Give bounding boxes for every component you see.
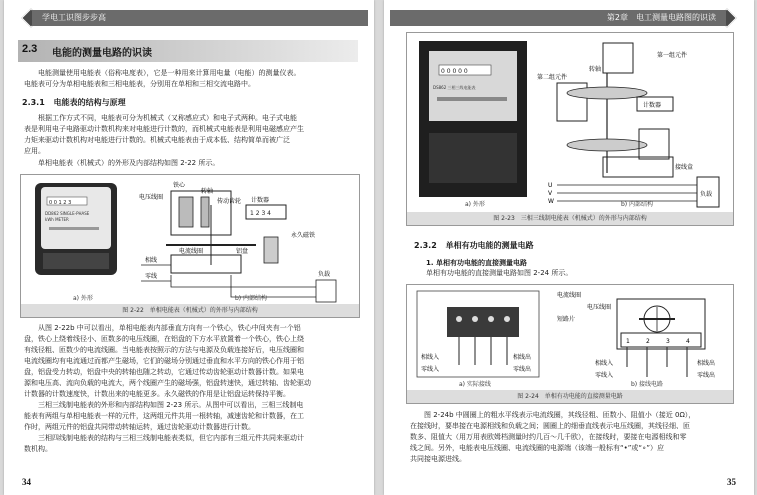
label-counter: 计数器 <box>643 102 662 109</box>
label-neutral-out-b: 零线出 <box>697 372 716 379</box>
body-paragraph-2 <box>410 410 740 465</box>
label-spindle: 转轴 <box>201 188 214 195</box>
body-line: 根据工作方式不同，电能表可分为机械式（又称感应式）和电子式两种。电子式电能 <box>38 114 297 122</box>
body-line: 三相三线制电能表的外形和内部结构如图 2-23 所示。从图中可以看出，三相三线制电 <box>24 401 304 409</box>
label-phase-in-b: 相线入 <box>595 360 614 367</box>
body-line: 电流线圈均有电流通过而都产生磁场，它们的磁场分别通过垂直和水平方向的铁心作用于铝 <box>24 357 304 365</box>
body-line: 应用。 <box>24 147 45 155</box>
body-line: 线之间。另外，电能表电压线圈、电流线圈的电源端（该端一般标有“•”或“∘”）应 <box>410 444 665 452</box>
svg-text:0 0 0 0 0: 0 0 0 0 0 <box>441 68 468 75</box>
body-line: 数多、阻值大（用万用表欧姆档测量时约几百～几千欧），在接线时，要接在电源相线和零 <box>410 433 687 441</box>
label-neutral: 零线 <box>145 273 158 280</box>
body-line: 共同接电源进线。 <box>410 455 466 463</box>
label-short-strip: 短路片 <box>557 316 576 323</box>
body-line: 计数器的计数速度快，计数出来的电能更多。永久磁铁的作用是让铝盘运转保持平衡。 <box>24 390 290 398</box>
body-line: 有线径粗、匝数少的电流线圈。当电能表按照示的方法与电源及负载连接好后，电压线圈和 <box>24 346 304 354</box>
svg-text:3: 3 <box>666 338 670 345</box>
subsection-heading <box>22 97 126 108</box>
label-gear: 传动齿轮 <box>217 198 242 205</box>
label-element2: 第二组元件 <box>537 74 568 81</box>
page-number: 34 <box>22 477 31 487</box>
section-heading <box>18 40 358 62</box>
figure-2-23-caption: 图 2-23 三相三线制电能表（机械式）的外形与内部结构 <box>407 212 733 225</box>
label-v: V <box>548 190 553 197</box>
svg-text:2: 2 <box>646 338 650 345</box>
meter3-photo-text: DS862 三相三线电能表 <box>433 85 476 90</box>
figure-2-23-sub-b: b) 内部结构 <box>621 201 654 208</box>
label-phase-in: 相线入 <box>421 354 440 361</box>
figure-2-24-sub-b: b) 接线电路 <box>631 381 664 388</box>
label-current-coil: 电流线圈 <box>179 248 204 255</box>
label-terminal: 接线盒 <box>675 164 694 171</box>
label-voltage-coil: 电压线圈 <box>139 194 164 201</box>
body-line: 盘，铝盘受力转动，铝盘中央的转轴也随之转动，它通过传动齿轮驱动计数器计数。如果电 <box>24 368 304 376</box>
figure-2-24 <box>406 284 734 404</box>
label-u: U <box>548 182 553 189</box>
figure-2-23-illustration <box>407 33 733 225</box>
label-phase-out-b: 相线出 <box>697 360 716 367</box>
body-paragraph-1: 单相有功电能的直接测量电路如图 2-24 所示。 <box>426 269 573 277</box>
label-neutral-in-b: 零线入 <box>595 372 614 379</box>
label-disc: 铝盘 <box>236 248 249 255</box>
label-w: W <box>548 198 554 205</box>
label-iron-core: 铁心 <box>173 182 186 189</box>
figure-2-22-sub-b: b) 内部结构 <box>235 295 268 302</box>
body-line: 在接线时，要串接在电源相线和负载之间；圆圈上的细垂直线表示电压线圈，其线径细、匝 <box>410 422 690 430</box>
figure-2-24-sub-a: a) 实际接线 <box>459 381 491 388</box>
body-line: 三相四线制电能表的结构与三相三线制电能表类似，但它内部有三组元件共同来驱动计 <box>24 434 304 442</box>
label-spindle: 转轴 <box>589 66 602 73</box>
section-title: 电能的测量电路的识读 <box>52 48 152 59</box>
label-current-coil: 电流线圈 <box>557 292 582 299</box>
body-line: 盘，铁心上绕着线径小、匝数多的电压线圈，在铝盘的下方水平放置着一个铁心，铁心上绕 <box>24 335 304 343</box>
figure-2-23 <box>406 32 734 226</box>
label-magnet: 永久磁铁 <box>291 232 316 239</box>
svg-text:kWh METER: kWh METER <box>45 217 69 222</box>
body-line: 作时，两组元件的铝盘共同带动转轴运转，通过齿轮驱动计数器进行计数。 <box>24 423 255 431</box>
body-paragraph-3 <box>24 323 364 455</box>
subsection-heading <box>414 240 534 251</box>
subsubsection-heading: 1. 单相有功电能的直接测量电路 <box>426 259 527 267</box>
meter-terminal-cover <box>43 253 109 269</box>
label-voltage-coil: 电压线圈 <box>587 304 612 311</box>
body-line: 力矩来驱动计数机构对电能进行计数的。机械式电能表由于成本低、结构简单而被广泛 <box>24 136 290 144</box>
meter-disc <box>49 227 99 230</box>
label-neutral-in: 零线入 <box>421 366 440 373</box>
intro-line: 电能测量使用电能表（俗称电度表），它是一种用来计算用电量（电能）的测量仪表。 <box>38 69 301 77</box>
svg-text:4: 4 <box>686 338 690 345</box>
body-line: 数机构。 <box>24 445 52 453</box>
section-number: 2.3 <box>22 43 38 55</box>
right-page <box>384 0 754 495</box>
subsection-title: 单相有功电能的测量电路 <box>445 241 534 250</box>
label-neutral-out: 零线出 <box>513 366 532 373</box>
running-header: 第2章 电工测量电路图的识读 <box>390 10 726 26</box>
label-phase: 相线 <box>145 257 158 264</box>
svg-text:0 0 1 2 3: 0 0 1 2 3 <box>49 200 72 206</box>
figure-2-22 <box>20 174 360 318</box>
intro-paragraph <box>24 68 364 90</box>
figure-2-23-sub-a: a) 外形 <box>465 201 485 208</box>
body-line: 表是利用电子电路驱动计数机构来对电能进行计数的，而机械式电能表是利用电磁感应产生 <box>24 125 304 133</box>
label-load: 负载 <box>700 191 713 198</box>
figure-2-22-sub-a: a) 外形 <box>73 295 93 302</box>
svg-text:1 2 3 4: 1 2 3 4 <box>250 210 271 217</box>
label-element1: 第一组元件 <box>657 52 688 59</box>
body-line: 从图 2-22b 中可以看出，单相电能表内部垂直方向有一个铁心，铁心中间夹有一个铝 <box>38 324 301 332</box>
figure-2-22-caption: 图 2-22 单相电能表（机械式）的外形与内部结构 <box>21 304 359 317</box>
running-header: 学电工识图步步高 <box>32 10 368 26</box>
figure-2-22-illustration <box>21 175 359 317</box>
figure-2-24-caption: 图 2-24 单相有功电能的直接测量电路 <box>407 390 733 403</box>
subsection-number: 2.3.1 <box>22 98 45 107</box>
subsection-number: 2.3.2 <box>414 241 437 250</box>
intro-line: 电能表可分为单相电能表和三相电能表，分别用在单相和三相交流电路中。 <box>24 80 255 88</box>
figure-2-24-illustration <box>407 285 733 403</box>
body-line: 源和电压高、流向负载的电流大，两个线圈产生的磁场强，铝盘转速快，通过转轴、齿轮驱动 <box>24 379 311 387</box>
label-phase-out: 相线出 <box>513 354 532 361</box>
label-load: 负载 <box>318 271 331 278</box>
label-counter: 计数器 <box>251 197 270 204</box>
left-page <box>4 0 374 495</box>
body-line: 图 2-24b 中圆圈上的粗水平线表示电流线圈，其线径粗、匝数小、阻值小（接近 0Ω）， <box>424 411 696 419</box>
subsection-title: 电能表的结构与原理 <box>53 98 126 107</box>
svg-text:1: 1 <box>626 338 630 345</box>
page-number: 35 <box>727 477 736 487</box>
body-paragraph-1 <box>24 113 364 157</box>
svg-text:DD862 SINGLE-PHASE: DD862 SINGLE-PHASE <box>45 211 90 216</box>
body-paragraph-2: 单相电能表（机械式）的外形及内部结构如图 2-22 所示。 <box>38 159 220 167</box>
body-line: 能表有两组与单相电能表一样的元件，这两组元件共用一根转轴，减速齿轮和计数器，在工 <box>24 412 304 420</box>
